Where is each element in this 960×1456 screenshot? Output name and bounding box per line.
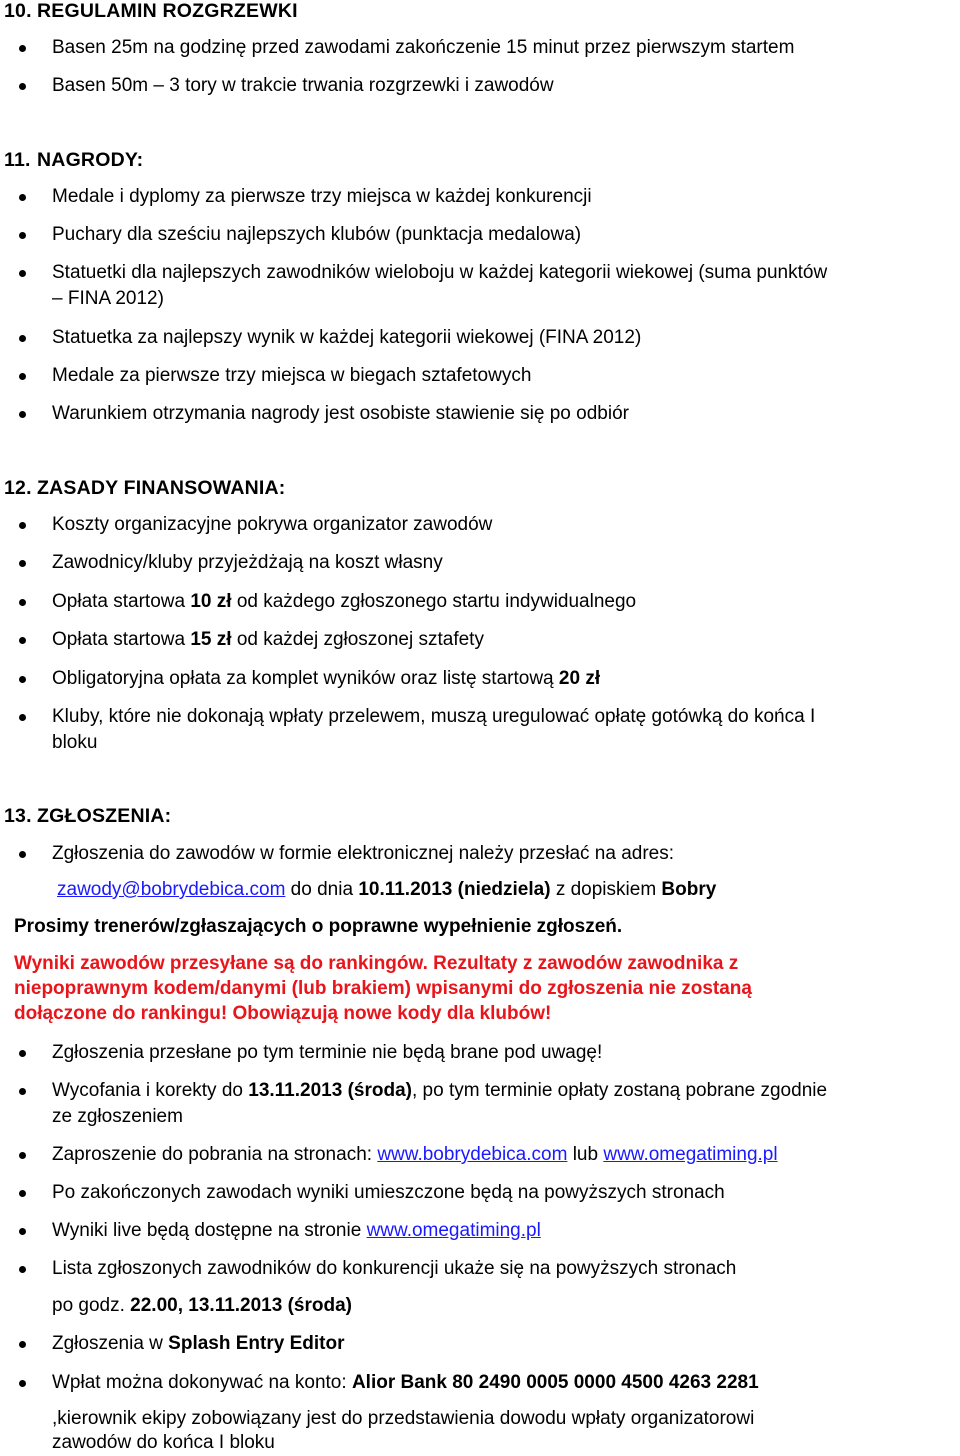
- bullet-icon: [19, 1190, 26, 1197]
- list-item-continuation: bloku: [52, 732, 98, 753]
- list-item: Statuetki dla najlepszych zawodników wieloboju w każdej kategorii wiekowej (suma punktów: [52, 262, 828, 283]
- list-item-continuation: ze zgłoszeniem: [52, 1106, 183, 1127]
- live-text: Wyniki live będą dostępne na stronie: [52, 1220, 367, 1241]
- list-item-continuation: – FINA 2012): [52, 288, 164, 309]
- bullet-icon: [19, 232, 26, 239]
- proof-line: ,kierownik ekipy zobowiązany jest do przedstawienia dowodu wpłaty organizatorowi: [52, 1408, 755, 1429]
- bullet-icon: [19, 637, 26, 644]
- list-item: Lista zgłoszonych zawodników do konkurencji ukaże się na powyższych stronach: [52, 1258, 737, 1279]
- withdraw-date: 13.11.2013 (środa): [248, 1080, 412, 1101]
- bullet-icon: [19, 1152, 26, 1159]
- ranking-warning-line: dołączone do rankingu! Obowiązują nowe kody dla klubów!: [14, 1003, 552, 1024]
- invite-text: Zaproszenie do pobrania na stronach:: [52, 1144, 378, 1165]
- omegatiming-live-link[interactable]: www.omegatiming.pl: [366, 1220, 541, 1241]
- coaches-notice: Prosimy trenerów/zgłaszających o poprawne wypełnienie zgłoszeń.: [14, 916, 623, 937]
- bullet-icon: [19, 83, 26, 90]
- payment-text: Wpłat można dokonywać na konto:: [52, 1372, 352, 1393]
- bullet-icon: [19, 194, 26, 201]
- email-link[interactable]: zawody@bobrydebica.com: [57, 879, 286, 900]
- section-10-heading: [4, 0, 298, 24]
- splash-name: Splash Entry Editor: [168, 1333, 345, 1354]
- fee-relay-item: [52, 627, 484, 653]
- bullet-icon: [19, 270, 26, 277]
- ranking-warning-line: niepoprawnym kodem/danymi (lub brakiem) wpisanymi do zgłoszenia nie zostaną: [14, 978, 752, 999]
- entry-text: z dopiskiem: [550, 879, 662, 900]
- section-11-heading: [4, 147, 143, 173]
- bullet-icon: [19, 560, 26, 567]
- section-12-heading: [4, 475, 285, 501]
- section-number: 12.: [4, 477, 32, 499]
- list-item: Puchary dla sześciu najlepszych klubów (punktacja medalowa): [52, 224, 582, 245]
- omegatiming-link[interactable]: www.omegatiming.pl: [603, 1144, 778, 1165]
- list-item: Po zakończonych zawodach wyniki umieszczone będą na powyższych stronach: [52, 1182, 725, 1203]
- entry-deadline-line: [57, 877, 716, 903]
- bank-account: Alior Bank 80 2490 0005 0000 4500 4263 2281: [351, 1372, 759, 1393]
- bullet-icon: [19, 851, 26, 858]
- proof-line: zawodów do końca I bloku: [52, 1432, 275, 1453]
- list-time-value: 22.00, 13.11.2013 (środa): [130, 1295, 352, 1316]
- list-item: Statuetka za najlepszy wynik w każdej kategorii wiekowej (FINA 2012): [52, 327, 642, 348]
- bullet-icon: [19, 714, 26, 721]
- withdraw-item: [52, 1078, 827, 1104]
- bullet-icon: [19, 1228, 26, 1235]
- list-item: Medale i dyplomy za pierwsze trzy miejsca w każdej konkurencji: [52, 186, 592, 207]
- section-number: 13.: [4, 805, 32, 827]
- section-title: ZGŁOSZENIA:: [37, 805, 172, 827]
- section-13-heading: [4, 803, 171, 829]
- bullet-icon: [19, 599, 26, 606]
- entry-text: do dnia: [285, 879, 359, 900]
- bullet-icon: [19, 676, 26, 683]
- fee-amount: 15 zł: [190, 629, 232, 650]
- section-title: ZASADY FINANSOWANIA:: [37, 477, 286, 499]
- splash-item: [52, 1331, 344, 1357]
- list-item: Basen 25m na godzinę przed zawodami zakończenie 15 minut przez pierwszym startem: [52, 37, 795, 58]
- list-time-line: [52, 1293, 352, 1319]
- fee-text: Opłata startowa: [52, 591, 191, 612]
- section-title: NAGRODY:: [37, 149, 144, 171]
- fee-individual-item: [52, 589, 636, 615]
- bullet-icon: [19, 1380, 26, 1387]
- bobrydebica-link[interactable]: www.bobrydebica.com: [377, 1144, 568, 1165]
- bullet-icon: [19, 1088, 26, 1095]
- ranking-warning-line: Wyniki zawodów przesyłane są do rankingów. Rezultaty z zawodów zawodnika z: [14, 953, 739, 974]
- list-item: Warunkiem otrzymania nagrody jest osobiste stawienie się po odbiór: [52, 403, 629, 424]
- list-item: Basen 50m – 3 tory w trakcie trwania rozgrzewki i zawodów: [52, 75, 554, 96]
- fee-text: Opłata startowa: [52, 629, 191, 650]
- list-item: Medale za pierwsze trzy miejsca w biegach sztafetowych: [52, 365, 532, 386]
- list-time-text: po godz.: [52, 1295, 131, 1316]
- invite-text: lub: [567, 1144, 604, 1165]
- bullet-icon: [19, 45, 26, 52]
- fee-results-item: [52, 666, 600, 692]
- section-title: REGULAMIN ROZGRZEWKI: [37, 0, 298, 22]
- list-item: Zawodnicy/kluby przyjeżdżają na koszt własny: [52, 552, 443, 573]
- bullet-icon: [19, 411, 26, 418]
- entry-date: 10.11.2013 (niedziela): [358, 879, 551, 900]
- fee-amount: 10 zł: [190, 591, 232, 612]
- bullet-icon: [19, 1266, 26, 1273]
- bullet-icon: [19, 1341, 26, 1348]
- bullet-icon: [19, 522, 26, 529]
- section-number: 10.: [4, 0, 32, 22]
- live-results-item: [52, 1218, 541, 1244]
- list-item: Koszty organizacyjne pokrywa organizator zawodów: [52, 514, 493, 535]
- withdraw-text: , po tym terminie opłaty zostaną pobrane zgodnie: [411, 1080, 828, 1101]
- fee-text: Obligatoryjna opłata za komplet wyników oraz listę startową: [52, 668, 559, 689]
- bullet-icon: [19, 1050, 26, 1057]
- list-item: Zgłoszenia przesłane po tym terminie nie będą brane pod uwagę!: [52, 1042, 603, 1063]
- entry-tag: Bobry: [661, 879, 717, 900]
- fee-amount: 20 zł: [558, 668, 601, 689]
- fee-text: od każdego zgłoszonego startu indywidualnego: [231, 591, 637, 612]
- payment-item: [52, 1370, 759, 1396]
- bullet-icon: [19, 373, 26, 380]
- splash-text: Zgłoszenia w: [52, 1333, 169, 1354]
- invite-item: [52, 1142, 778, 1168]
- fee-text: od każdej zgłoszonej sztafety: [231, 629, 484, 650]
- list-item: Kluby, które nie dokonają wpłaty przelewem, muszą uregulować opłatę gotówką do końca I: [52, 706, 816, 727]
- section-number: 11.: [4, 149, 31, 171]
- bullet-icon: [19, 335, 26, 342]
- list-item: Zgłoszenia do zawodów w formie elektronicznej należy przesłać na adres:: [52, 843, 675, 864]
- withdraw-text: Wycofania i korekty do: [52, 1080, 249, 1101]
